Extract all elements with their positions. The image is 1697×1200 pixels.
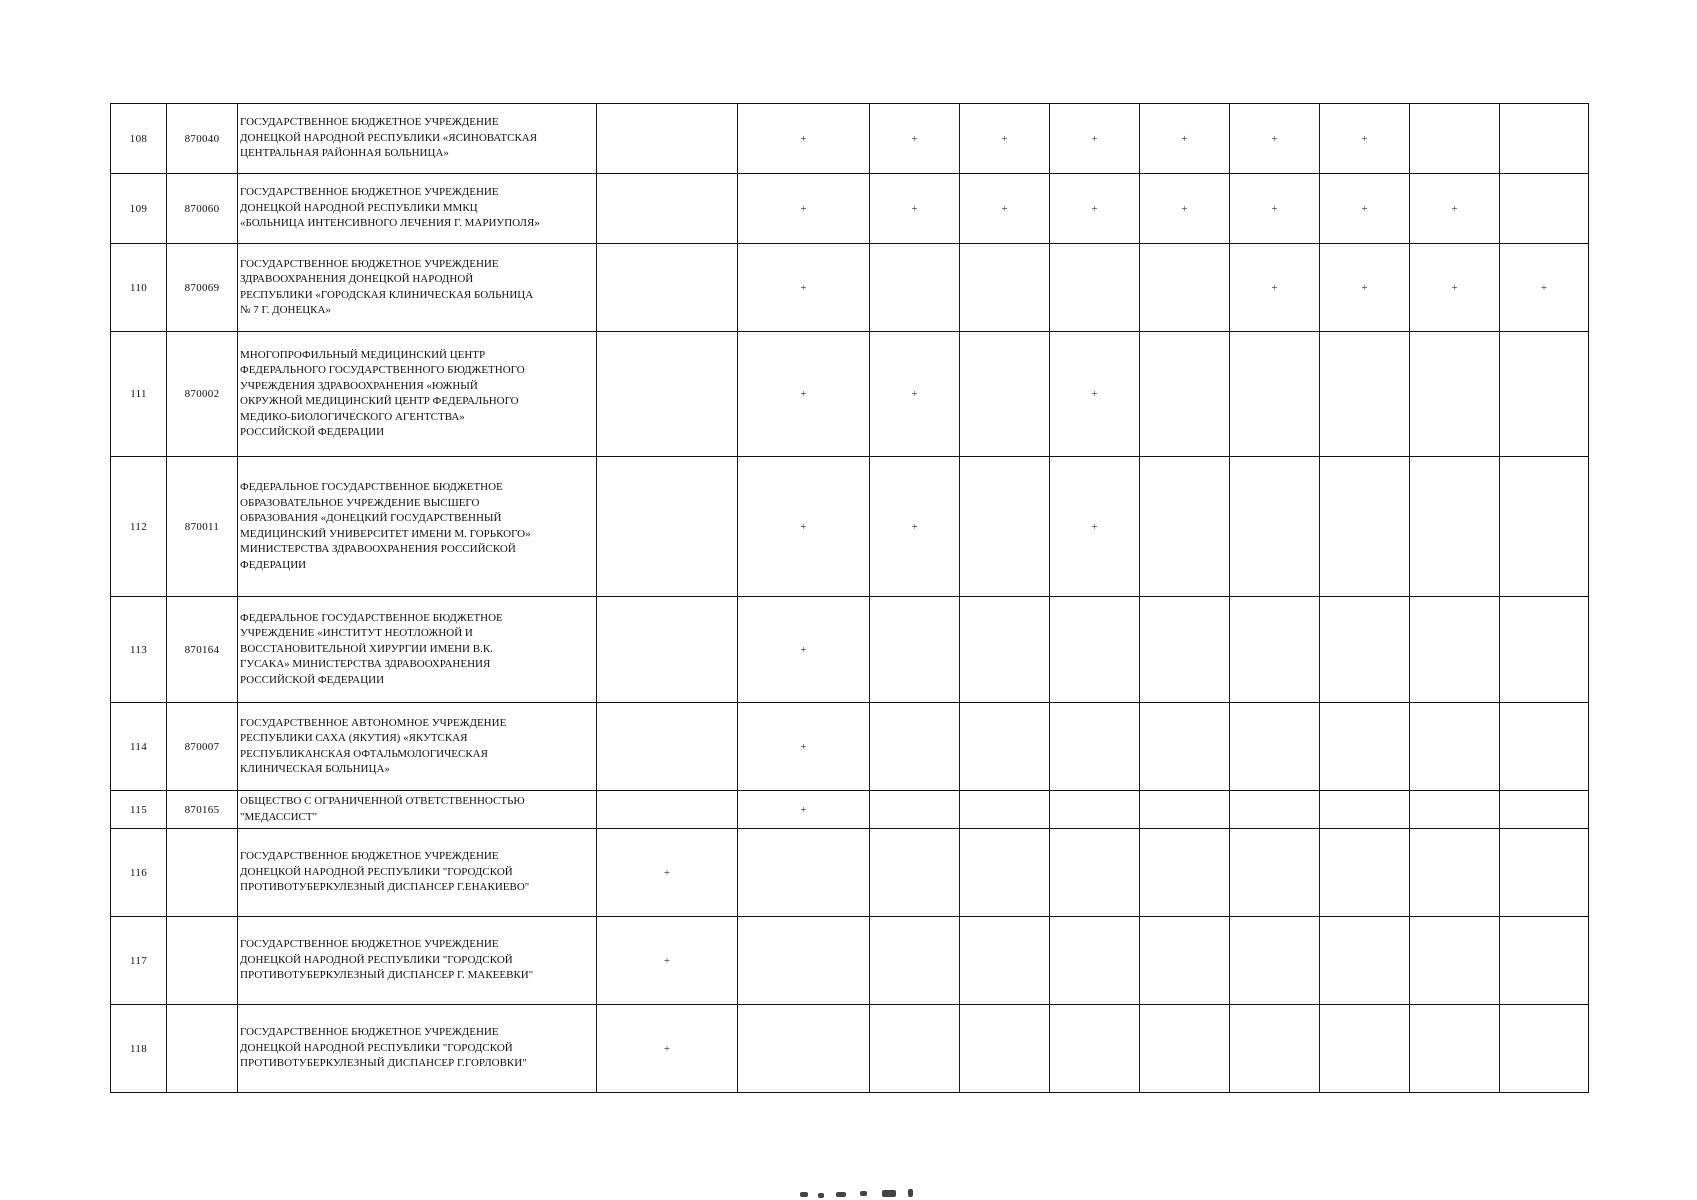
table-row bbox=[111, 703, 1589, 791]
mark-cell-col-3 bbox=[870, 829, 960, 917]
mark-cell-col-4 bbox=[960, 917, 1050, 1005]
row-number: 112 bbox=[111, 457, 167, 597]
mark-cell-col-2: + bbox=[738, 332, 870, 457]
mark-cell-col-1 bbox=[597, 244, 738, 332]
mark-cell-col-2: + bbox=[738, 174, 870, 244]
org-code: 870040 bbox=[167, 104, 238, 174]
mark-cell-col-10 bbox=[1500, 104, 1589, 174]
mark-cell-col-3 bbox=[870, 791, 960, 829]
mark-cell-col-8: + bbox=[1320, 244, 1410, 332]
table-row bbox=[111, 829, 1589, 917]
mark-cell-col-9 bbox=[1410, 791, 1500, 829]
mark-cell-col-3 bbox=[870, 244, 960, 332]
table-row bbox=[111, 917, 1589, 1005]
mark-cell-col-2: + bbox=[738, 791, 870, 829]
mark-cell-col-8 bbox=[1320, 457, 1410, 597]
mark-cell-col-5 bbox=[1050, 791, 1140, 829]
mark-cell-col-8: + bbox=[1320, 174, 1410, 244]
mark-cell-col-2 bbox=[738, 829, 870, 917]
mark-cell-col-2 bbox=[738, 917, 870, 1005]
org-code: 870069 bbox=[167, 244, 238, 332]
page-footer-scan-mark bbox=[790, 1188, 990, 1200]
mark-cell-col-4 bbox=[960, 332, 1050, 457]
mark-cell-col-2 bbox=[738, 1005, 870, 1093]
mark-cell-col-5: + bbox=[1050, 104, 1140, 174]
mark-cell-col-4 bbox=[960, 457, 1050, 597]
mark-cell-col-10 bbox=[1500, 597, 1589, 703]
org-code: 870060 bbox=[167, 174, 238, 244]
mark-cell-col-8 bbox=[1320, 1005, 1410, 1093]
mark-cell-col-1 bbox=[597, 332, 738, 457]
mark-cell-col-1: + bbox=[597, 829, 738, 917]
mark-cell-col-7 bbox=[1230, 703, 1320, 791]
org-name: ГОСУДАРСТВЕННОЕ БЮДЖЕТНОЕ УЧРЕЖДЕНИЕ ДОНЕЦКОЙ НАРОДНОЙ РЕСПУБЛИКИ «ЯСИНОВАТСКАЯ ЦЕНТРАЛЬНАЯ РАЙОННАЯ БОЛЬНИЦА» bbox=[238, 104, 597, 174]
table-row bbox=[111, 174, 1589, 244]
mark-cell-col-5 bbox=[1050, 917, 1140, 1005]
row-number: 115 bbox=[111, 791, 167, 829]
mark-cell-col-9 bbox=[1410, 917, 1500, 1005]
org-code: 870164 bbox=[167, 597, 238, 703]
mark-cell-col-5: + bbox=[1050, 457, 1140, 597]
mark-cell-col-2: + bbox=[738, 597, 870, 703]
mark-cell-col-3 bbox=[870, 917, 960, 1005]
mark-cell-col-9 bbox=[1410, 1005, 1500, 1093]
mark-cell-col-8 bbox=[1320, 917, 1410, 1005]
mark-cell-col-7 bbox=[1230, 791, 1320, 829]
mark-cell-col-10 bbox=[1500, 703, 1589, 791]
mark-cell-col-9 bbox=[1410, 703, 1500, 791]
mark-cell-col-6: + bbox=[1140, 104, 1230, 174]
table-row bbox=[111, 1005, 1589, 1093]
mark-cell-col-6 bbox=[1140, 244, 1230, 332]
mark-cell-col-8 bbox=[1320, 791, 1410, 829]
row-number: 111 bbox=[111, 332, 167, 457]
mark-cell-col-10 bbox=[1500, 332, 1589, 457]
org-name: ФЕДЕРАЛЬНОЕ ГОСУДАРСТВЕННОЕ БЮДЖЕТНОЕ ОБРАЗОВАТЕЛЬНОЕ УЧРЕЖДЕНИЕ ВЫСШЕГО ОБРАЗОВАНИЯ «ДОНЕЦКИЙ ГОСУДАРСТВЕННЫЙ МЕДИЦИНСКИЙ УНИВЕРСИТЕТ ИМЕНИ М. ГОРЬКОГО» МИНИСТЕРСТВА ЗДРАВООХРАНЕНИЯ РОССИЙСКОЙ ФЕДЕРАЦИИ bbox=[238, 457, 597, 597]
row-number: 117 bbox=[111, 917, 167, 1005]
mark-cell-col-1 bbox=[597, 174, 738, 244]
mark-cell-col-2: + bbox=[738, 244, 870, 332]
row-number: 113 bbox=[111, 597, 167, 703]
table-row bbox=[111, 104, 1589, 174]
organizations-table bbox=[110, 103, 1589, 1093]
org-name: МНОГОПРОФИЛЬНЫЙ МЕДИЦИНСКИЙ ЦЕНТР ФЕДЕРАЛЬНОГО ГОСУДАРСТВЕННОГО БЮДЖЕТНОГО УЧРЕЖДЕНИЯ ЗДРАВООХРАНЕНИЯ «ЮЖНЫЙ ОКРУЖНОЙ МЕДИЦИНСКИЙ ЦЕНТР ФЕДЕРАЛЬНОГО МЕДИКО-БИОЛОГИЧЕСКОГО АГЕНТСТВА» РОССИЙСКОЙ ФЕДЕРАЦИИ bbox=[238, 332, 597, 457]
mark-cell-col-5 bbox=[1050, 1005, 1140, 1093]
mark-cell-col-6 bbox=[1140, 457, 1230, 597]
mark-cell-col-6 bbox=[1140, 597, 1230, 703]
org-name: ГОСУДАРСТВЕННОЕ АВТОНОМНОЕ УЧРЕЖДЕНИЕ РЕСПУБЛИКИ САХА (ЯКУТИЯ) «ЯКУТСКАЯ РЕСПУБЛИКАНСКАЯ ОФТАЛЬМОЛОГИЧЕСКАЯ КЛИНИЧЕСКАЯ БОЛЬНИЦА» bbox=[238, 703, 597, 791]
mark-cell-col-2: + bbox=[738, 457, 870, 597]
table-row bbox=[111, 597, 1589, 703]
mark-cell-col-1 bbox=[597, 597, 738, 703]
mark-cell-col-4 bbox=[960, 791, 1050, 829]
org-name: ГОСУДАРСТВЕННОЕ БЮДЖЕТНОЕ УЧРЕЖДЕНИЕ ДОНЕЦКОЙ НАРОДНОЙ РЕСПУБЛИКИ "ГОРОДСКОЙ ПРОТИВОТУБЕРКУЛЕЗНЫЙ ДИСПАНСЕР Г.ГОРЛОВКИ" bbox=[238, 1005, 597, 1093]
org-code: 870002 bbox=[167, 332, 238, 457]
row-number: 114 bbox=[111, 703, 167, 791]
mark-cell-col-8: + bbox=[1320, 104, 1410, 174]
mark-cell-col-8 bbox=[1320, 332, 1410, 457]
mark-cell-col-7 bbox=[1230, 597, 1320, 703]
mark-cell-col-10 bbox=[1500, 1005, 1589, 1093]
mark-cell-col-5: + bbox=[1050, 174, 1140, 244]
mark-cell-col-5 bbox=[1050, 244, 1140, 332]
mark-cell-col-7 bbox=[1230, 1005, 1320, 1093]
mark-cell-col-3 bbox=[870, 1005, 960, 1093]
mark-cell-col-4: + bbox=[960, 174, 1050, 244]
mark-cell-col-8 bbox=[1320, 597, 1410, 703]
mark-cell-col-1 bbox=[597, 703, 738, 791]
org-name: ФЕДЕРАЛЬНОЕ ГОСУДАРСТВЕННОЕ БЮДЖЕТНОЕ УЧРЕЖДЕНИЕ «ИНСТИТУТ НЕОТЛОЖНОЙ И ВОССТАНОВИТЕЛЬНОЙ ХИРУРГИИ ИМЕНИ В.К. ГУСАКА» МИНИСТЕРСТВА ЗДРАВООХРАНЕНИЯ РОССИЙСКОЙ ФЕДЕРАЦИИ bbox=[238, 597, 597, 703]
org-name: ГОСУДАРСТВЕННОЕ БЮДЖЕТНОЕ УЧРЕЖДЕНИЕ ДОНЕЦКОЙ НАРОДНОЙ РЕСПУБЛИКИ "ГОРОДСКОЙ ПРОТИВОТУБЕРКУЛЕЗНЫЙ ДИСПАНСЕР Г.ЕНАКИЕВО" bbox=[238, 829, 597, 917]
mark-cell-col-5: + bbox=[1050, 332, 1140, 457]
mark-cell-col-3: + bbox=[870, 457, 960, 597]
mark-cell-col-1: + bbox=[597, 1005, 738, 1093]
mark-cell-col-7 bbox=[1230, 829, 1320, 917]
org-code bbox=[167, 829, 238, 917]
mark-cell-col-5 bbox=[1050, 597, 1140, 703]
mark-cell-col-7: + bbox=[1230, 174, 1320, 244]
mark-cell-col-4 bbox=[960, 597, 1050, 703]
mark-cell-col-10 bbox=[1500, 457, 1589, 597]
mark-cell-col-3: + bbox=[870, 104, 960, 174]
mark-cell-col-9 bbox=[1410, 597, 1500, 703]
mark-cell-col-10 bbox=[1500, 174, 1589, 244]
mark-cell-col-9 bbox=[1410, 829, 1500, 917]
table-body bbox=[111, 104, 1589, 1093]
mark-cell-col-8 bbox=[1320, 703, 1410, 791]
mark-cell-col-7: + bbox=[1230, 104, 1320, 174]
mark-cell-col-6: + bbox=[1140, 174, 1230, 244]
row-number: 109 bbox=[111, 174, 167, 244]
mark-cell-col-9 bbox=[1410, 332, 1500, 457]
org-code bbox=[167, 1005, 238, 1093]
org-name: ОБЩЕСТВО С ОГРАНИЧЕННОЙ ОТВЕТСТВЕННОСТЬЮ "МЕДАССИСТ" bbox=[238, 791, 597, 829]
mark-cell-col-9 bbox=[1410, 457, 1500, 597]
mark-cell-col-4 bbox=[960, 1005, 1050, 1093]
mark-cell-col-4 bbox=[960, 703, 1050, 791]
row-number: 110 bbox=[111, 244, 167, 332]
mark-cell-col-6 bbox=[1140, 917, 1230, 1005]
mark-cell-col-1: + bbox=[597, 917, 738, 1005]
row-number: 108 bbox=[111, 104, 167, 174]
org-code: 870011 bbox=[167, 457, 238, 597]
table-row bbox=[111, 457, 1589, 597]
mark-cell-col-7: + bbox=[1230, 244, 1320, 332]
mark-cell-col-5 bbox=[1050, 703, 1140, 791]
org-name: ГОСУДАРСТВЕННОЕ БЮДЖЕТНОЕ УЧРЕЖДЕНИЕ ДОНЕЦКОЙ НАРОДНОЙ РЕСПУБЛИКИ "ГОРОДСКОЙ ПРОТИВОТУБЕРКУЛЕЗНЫЙ ДИСПАНСЕР Г. МАКЕЕВКИ" bbox=[238, 917, 597, 1005]
row-number: 118 bbox=[111, 1005, 167, 1093]
mark-cell-col-10: + bbox=[1500, 244, 1589, 332]
mark-cell-col-10 bbox=[1500, 791, 1589, 829]
mark-cell-col-6 bbox=[1140, 332, 1230, 457]
mark-cell-col-6 bbox=[1140, 791, 1230, 829]
mark-cell-col-7 bbox=[1230, 332, 1320, 457]
mark-cell-col-5 bbox=[1050, 829, 1140, 917]
mark-cell-col-1 bbox=[597, 104, 738, 174]
table-row bbox=[111, 244, 1589, 332]
mark-cell-col-1 bbox=[597, 791, 738, 829]
org-name: ГОСУДАРСТВЕННОЕ БЮДЖЕТНОЕ УЧРЕЖДЕНИЕ ЗДРАВООХРАНЕНИЯ ДОНЕЦКОЙ НАРОДНОЙ РЕСПУБЛИКИ «ГОРОДСКАЯ КЛИНИЧЕСКАЯ БОЛЬНИЦА № 7 Г. ДОНЕЦКА» bbox=[238, 244, 597, 332]
mark-cell-col-7 bbox=[1230, 917, 1320, 1005]
mark-cell-col-6 bbox=[1140, 829, 1230, 917]
mark-cell-col-6 bbox=[1140, 1005, 1230, 1093]
mark-cell-col-3 bbox=[870, 703, 960, 791]
org-code bbox=[167, 917, 238, 1005]
mark-cell-col-3: + bbox=[870, 174, 960, 244]
mark-cell-col-4 bbox=[960, 829, 1050, 917]
row-number: 116 bbox=[111, 829, 167, 917]
mark-cell-col-3 bbox=[870, 597, 960, 703]
mark-cell-col-4: + bbox=[960, 104, 1050, 174]
table-row bbox=[111, 791, 1589, 829]
org-code: 870007 bbox=[167, 703, 238, 791]
mark-cell-col-9: + bbox=[1410, 244, 1500, 332]
mark-cell-col-4 bbox=[960, 244, 1050, 332]
mark-cell-col-9 bbox=[1410, 104, 1500, 174]
mark-cell-col-9: + bbox=[1410, 174, 1500, 244]
org-code: 870165 bbox=[167, 791, 238, 829]
mark-cell-col-6 bbox=[1140, 703, 1230, 791]
mark-cell-col-2: + bbox=[738, 703, 870, 791]
mark-cell-col-7 bbox=[1230, 457, 1320, 597]
org-name: ГОСУДАРСТВЕННОЕ БЮДЖЕТНОЕ УЧРЕЖДЕНИЕ ДОНЕЦКОЙ НАРОДНОЙ РЕСПУБЛИКИ ММКЦ «БОЛЬНИЦА ИНТЕНСИВНОГО ЛЕЧЕНИЯ Г. МАРИУПОЛЯ» bbox=[238, 174, 597, 244]
mark-cell-col-1 bbox=[597, 457, 738, 597]
mark-cell-col-3: + bbox=[870, 332, 960, 457]
mark-cell-col-2: + bbox=[738, 104, 870, 174]
mark-cell-col-8 bbox=[1320, 829, 1410, 917]
mark-cell-col-10 bbox=[1500, 829, 1589, 917]
mark-cell-col-10 bbox=[1500, 917, 1589, 1005]
table-row bbox=[111, 332, 1589, 457]
